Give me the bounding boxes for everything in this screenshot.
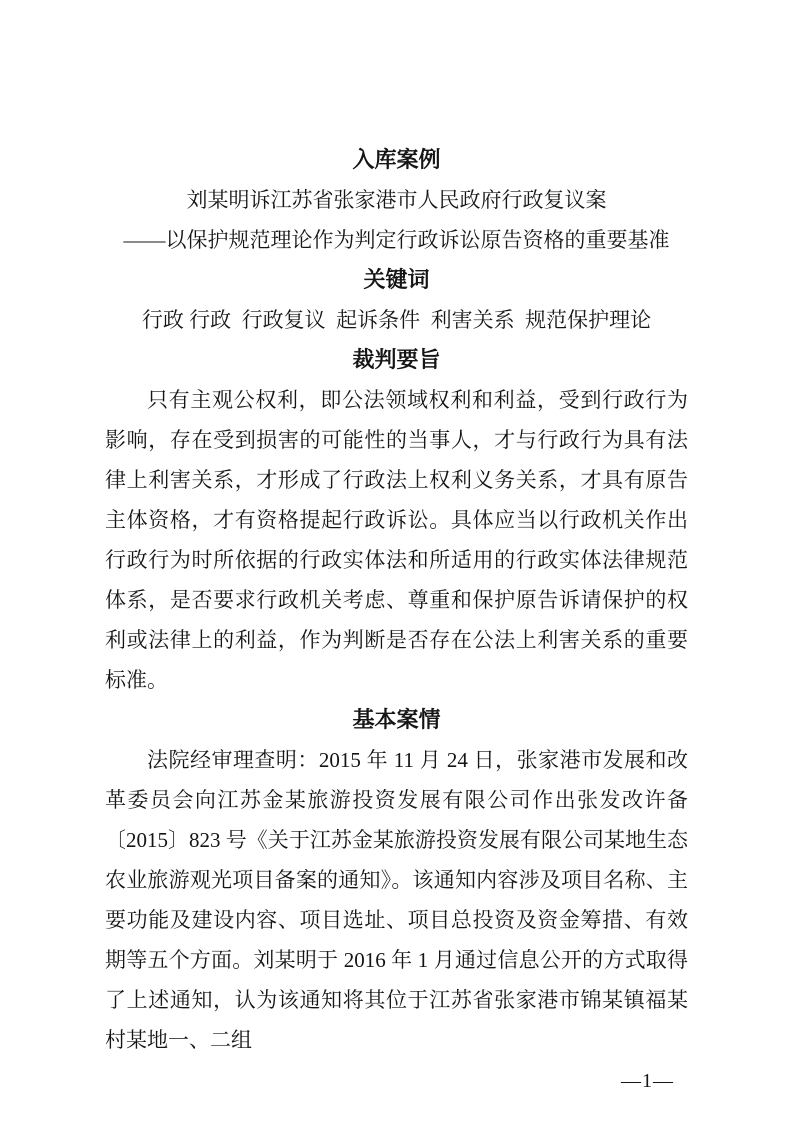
gist-heading: 裁判要旨 [352,347,441,372]
doc-tag-heading: 入库案例 [352,147,441,172]
case-subtitle: ——以保护规范理论作为判定行政诉讼原告资格的重要基准 [123,228,670,252]
facts-paragraph: 法院经审理查明：2015 年 11 月 24 日，张家港市发展和改革委员会向江苏金某旅游投资发展有限公司作出张发改许备〔2015〕823 号《关于江苏金某旅游投资发展有限公司某地生态农业旅游观光项目备案的通知》。该通知内容涉及项目名称、主要功能及建设内容、项目选址、项目总投资及资金筹措、有效期等五个方面。刘某明于 2016 年 1 月通过信息公开的方式取得了上述通知，认为该通知将其位于江苏省张家港市锦某镇福某村某地一、二组 [105,748,688,1052]
facts-heading: 基本案情 [352,707,441,732]
page-number: —1— [621,1070,674,1092]
case-title: 刘某明诉江苏省张家港市人民政府行政复议案 [186,188,607,212]
keywords-list: 行政 行政 行政复议 起诉条件 利害关系 规范保护理论 [141,308,652,332]
keywords-heading: 关键词 [363,267,430,292]
gist-paragraph: 只有主观公权利，即公法领域权利和利益，受到行政行为影响，存在受到损害的可能性的当事人，才与行政行为具有法律上利害关系，才形成了行政法上权利义务关系，才具有原告主体资格，才有资格提起行政诉讼。具体应当以行政机关作出行政行为时所依据的行政实体法和所适用的行政实体法律规范体系，是否要求行政机关考虑、尊重和保护原告诉请保护的权利或法律上的利益，作为判断是否存在公法上利害关系的重要标准。 [105,388,688,692]
